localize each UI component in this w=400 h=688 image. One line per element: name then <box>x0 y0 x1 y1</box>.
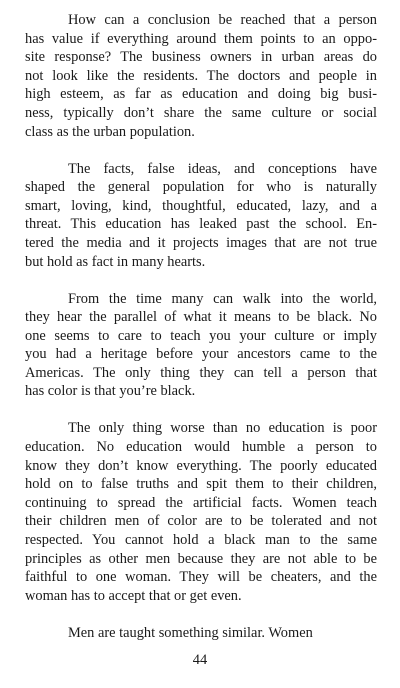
text-line: know they don’t know everything. The poorly educated <box>25 457 377 474</box>
text-line: class as the urban population. <box>25 123 195 140</box>
text-line: principles as other men because they are not able to be <box>25 550 377 567</box>
text-line: education. No education would humble a person to <box>25 439 377 456</box>
text-line: has color is that you’re black. <box>25 383 196 400</box>
text-line: woman has to accept that or get even. <box>25 587 242 604</box>
text-line: threat. This education has leaked past the school. En- <box>25 216 377 233</box>
text-line: shaped the general population for who is naturally <box>25 179 377 196</box>
body-text <box>25 11 377 642</box>
text-line: not look like the residents. The doctors and people in <box>25 67 377 84</box>
paragraph-gap <box>25 271 377 289</box>
text-line: hold on to false truths and spit them to their children, <box>25 476 377 493</box>
paragraph-5 <box>25 624 377 643</box>
paragraph-gap <box>25 401 377 419</box>
text-line: they hear the parallel of what it means to be black. No <box>25 309 377 326</box>
text-line: faithful to one woman. They will be cheaters, and the <box>25 569 377 586</box>
text-line: Americas. The only thing they can tell a person that <box>25 364 377 381</box>
text-line: you had a heritage before your ancestors came to the <box>25 346 377 363</box>
text-line: has value if everything around them points to an oppo- <box>25 30 377 47</box>
text-line: tered the media and it projects images that are not true <box>25 234 377 251</box>
paragraph-4 <box>25 419 377 605</box>
text-line: Men are taught something similar. Women <box>68 624 313 641</box>
text-line: From the time many can walk into the world, <box>68 290 377 307</box>
text-line: The facts, false ideas, and conceptions have <box>68 160 377 177</box>
paragraph-2 <box>25 160 377 272</box>
text-line: How can a conclusion be reached that a person <box>68 12 377 28</box>
text-line: high esteem, as far as education and doing big busi- <box>25 86 377 103</box>
paragraph-gap <box>25 141 377 159</box>
paragraph-gap <box>25 605 377 623</box>
paragraph-3 <box>25 290 377 402</box>
text-line: but hold as fact in many hearts. <box>25 253 206 270</box>
page-number: 44 <box>192 652 208 668</box>
text-line: their children men of color are to be tolerated and not <box>25 513 377 530</box>
text-line: ness, typically don’t share the same culture or social <box>25 104 377 121</box>
text-line: one seems to care to teach you your culture or imply <box>25 327 377 344</box>
text-line: site response? The business owners in urban areas do <box>25 49 377 66</box>
text-line: continuing to spread the artificial facts. Women teach <box>25 494 377 511</box>
paragraph-1 <box>25 11 377 141</box>
text-line: The only thing worse than no education is poor <box>68 420 377 437</box>
text-line: smart, loving, kind, thoughtful, educated, lazy, and a <box>25 197 377 214</box>
text-line: respected. You cannot hold a black man to the same <box>25 532 377 549</box>
